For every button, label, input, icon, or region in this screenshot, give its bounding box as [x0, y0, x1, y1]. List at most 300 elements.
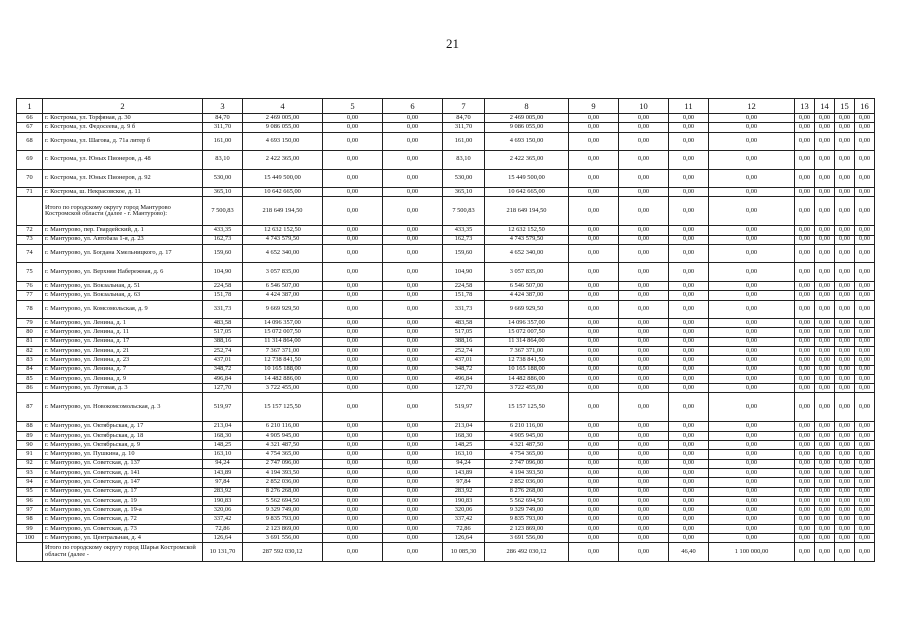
header-cell: 8 [485, 99, 569, 114]
page-number: 21 [446, 36, 459, 51]
value-cell: 4 743 579,50 [243, 235, 323, 244]
value-cell: 0,00 [835, 441, 855, 450]
table-row [17, 441, 875, 450]
value-cell: 0,00 [619, 328, 669, 337]
value-cell: 0,00 [835, 132, 855, 151]
row-number-cell: 76 [17, 281, 43, 290]
value-cell: 0,00 [569, 384, 619, 393]
value-cell: 0,00 [669, 319, 709, 328]
value-cell: 0,00 [383, 431, 443, 440]
row-number-cell: 83 [17, 356, 43, 365]
row-number-cell: 79 [17, 319, 43, 328]
value-cell: 0,00 [383, 450, 443, 459]
value-cell: 0,00 [795, 319, 815, 328]
row-number-cell: 75 [17, 263, 43, 282]
value-cell: 0,00 [835, 337, 855, 346]
value-cell: 0,00 [855, 515, 875, 524]
value-cell: 0,00 [835, 356, 855, 365]
value-cell: 0,00 [795, 291, 815, 300]
value-cell: 0,00 [619, 422, 669, 431]
value-cell: 0,00 [709, 487, 795, 496]
value-cell: 0,00 [815, 169, 835, 188]
value-cell: 2 747 096,00 [243, 459, 323, 468]
value-cell: 4 652 340,00 [485, 244, 569, 263]
value-cell: 0,00 [835, 450, 855, 459]
value-cell: 0,00 [383, 515, 443, 524]
value-cell: 15 157 125,50 [485, 393, 569, 422]
value-cell: 0,00 [619, 356, 669, 365]
value-cell: 163,10 [203, 450, 243, 459]
value-cell: 0,00 [835, 487, 855, 496]
table-row [17, 291, 875, 300]
table-row [17, 374, 875, 383]
value-cell: 252,74 [443, 346, 485, 355]
value-cell: 0,00 [815, 300, 835, 319]
value-cell: 0,00 [669, 244, 709, 263]
value-cell: 388,16 [203, 337, 243, 346]
value-cell: 496,84 [203, 374, 243, 383]
table-row [17, 468, 875, 477]
value-cell: 0,00 [383, 114, 443, 123]
value-cell: 0,00 [815, 188, 835, 197]
table-row [17, 188, 875, 197]
value-cell: 1 100 000,00 [709, 543, 795, 562]
value-cell: 0,00 [569, 328, 619, 337]
value-cell: 348,72 [203, 365, 243, 374]
table-row [17, 393, 875, 422]
value-cell: 0,00 [795, 169, 815, 188]
header-cell: 13 [795, 99, 815, 114]
value-cell: 12 738 841,50 [243, 356, 323, 365]
value-cell: 0,00 [569, 319, 619, 328]
table-body [17, 114, 875, 562]
value-cell: 517,05 [203, 328, 243, 337]
value-cell: 0,00 [855, 281, 875, 290]
value-cell: 0,00 [569, 543, 619, 562]
table-row [17, 431, 875, 440]
value-cell: 0,00 [795, 496, 815, 505]
value-cell: 0,00 [669, 431, 709, 440]
address-cell: г. Мантурово, ул. Ленина, д. 23 [43, 356, 203, 365]
value-cell: 0,00 [569, 123, 619, 132]
value-cell: 0,00 [569, 197, 619, 226]
value-cell: 0,00 [855, 543, 875, 562]
value-cell: 0,00 [383, 319, 443, 328]
table-row [17, 450, 875, 459]
row-number-cell: 74 [17, 244, 43, 263]
value-cell: 7 500,83 [203, 197, 243, 226]
value-cell: 4 194 393,50 [243, 468, 323, 477]
value-cell: 0,00 [855, 300, 875, 319]
value-cell: 0,00 [323, 356, 383, 365]
value-cell: 148,25 [203, 441, 243, 450]
value-cell: 97,84 [443, 478, 485, 487]
value-cell: 433,35 [443, 226, 485, 235]
value-cell: 0,00 [815, 226, 835, 235]
value-cell: 0,00 [383, 300, 443, 319]
header-cell: 11 [669, 99, 709, 114]
value-cell: 0,00 [669, 384, 709, 393]
address-cell: г. Мантурово, ул. Вокзальная, д. 51 [43, 281, 203, 290]
row-number-cell: 81 [17, 337, 43, 346]
value-cell: 72,86 [203, 524, 243, 533]
value-cell: 3 691 556,00 [485, 534, 569, 543]
value-cell: 0,00 [709, 478, 795, 487]
value-cell: 0,00 [569, 114, 619, 123]
value-cell: 0,00 [855, 374, 875, 383]
address-cell: г. Мантурово, ул. Ленина, д. 9 [43, 374, 203, 383]
value-cell: 0,00 [709, 114, 795, 123]
value-cell: 0,00 [815, 132, 835, 151]
value-cell: 0,00 [835, 346, 855, 355]
value-cell: 0,00 [815, 235, 835, 244]
value-cell: 0,00 [709, 188, 795, 197]
row-number-cell: 100 [17, 534, 43, 543]
value-cell: 84,70 [203, 114, 243, 123]
value-cell: 0,00 [815, 365, 835, 374]
value-cell: 0,00 [835, 123, 855, 132]
value-cell: 0,00 [619, 114, 669, 123]
value-cell: 168,30 [443, 431, 485, 440]
value-cell: 0,00 [835, 374, 855, 383]
value-cell: 8 276 268,00 [243, 487, 323, 496]
value-cell: 0,00 [619, 123, 669, 132]
value-cell: 0,00 [669, 422, 709, 431]
address-cell: г. Мантурово, ул. Советская, д. 19 [43, 496, 203, 505]
value-cell: 0,00 [709, 123, 795, 132]
value-cell: 168,30 [203, 431, 243, 440]
value-cell: 0,00 [795, 281, 815, 290]
value-cell: 0,00 [323, 468, 383, 477]
value-cell: 0,00 [835, 393, 855, 422]
value-cell: 0,00 [619, 346, 669, 355]
address-cell: г. Мантурово, ул. Ленина, д. 17 [43, 337, 203, 346]
value-cell: 0,00 [795, 188, 815, 197]
value-cell: 0,00 [709, 328, 795, 337]
value-cell: 0,00 [855, 365, 875, 374]
value-cell: 94,24 [203, 459, 243, 468]
table-row [17, 534, 875, 543]
table-row [17, 346, 875, 355]
value-cell: 0,00 [619, 300, 669, 319]
row-number-cell: 85 [17, 374, 43, 383]
value-cell: 0,00 [569, 346, 619, 355]
address-cell: г. Мантурово, ул. Советская, д. 73 [43, 524, 203, 533]
value-cell: 0,00 [709, 151, 795, 170]
value-cell: 0,00 [815, 524, 835, 533]
row-number-cell: 90 [17, 441, 43, 450]
value-cell: 0,00 [815, 151, 835, 170]
table-row [17, 114, 875, 123]
value-cell: 0,00 [383, 487, 443, 496]
row-number-cell: 69 [17, 151, 43, 170]
value-cell: 0,00 [835, 468, 855, 477]
address-cell: г. Мантурово, ул. Октябрьская, д. 18 [43, 431, 203, 440]
value-cell: 6 546 507,00 [243, 281, 323, 290]
value-cell: 0,00 [795, 346, 815, 355]
value-cell: 283,92 [443, 487, 485, 496]
value-cell: 0,00 [855, 197, 875, 226]
address-cell: г. Мантурово, ул. Советская, д. 141 [43, 468, 203, 477]
value-cell: 0,00 [855, 393, 875, 422]
row-number-cell: 89 [17, 431, 43, 440]
value-cell: 0,00 [383, 188, 443, 197]
value-cell: 4 194 393,50 [485, 468, 569, 477]
value-cell: 9 329 749,00 [485, 506, 569, 515]
value-cell: 224,58 [443, 281, 485, 290]
address-cell: г. Мантурово, ул. Советская, д. 19-а [43, 506, 203, 515]
value-cell: 0,00 [323, 132, 383, 151]
value-cell: 0,00 [855, 337, 875, 346]
value-cell: 0,00 [323, 393, 383, 422]
address-cell: г. Мантурово, ул. Богдана Хмельницкого, д. 17 [43, 244, 203, 263]
address-cell: г. Мантурово, ул. Ленина, д. 1 [43, 319, 203, 328]
value-cell: 0,00 [323, 534, 383, 543]
value-cell: 2 852 036,00 [485, 478, 569, 487]
value-cell: 12 632 152,50 [243, 226, 323, 235]
value-cell: 0,00 [709, 244, 795, 263]
value-cell: 0,00 [669, 365, 709, 374]
table-row [17, 123, 875, 132]
value-cell: 0,00 [323, 346, 383, 355]
value-cell: 0,00 [795, 431, 815, 440]
table-row [17, 226, 875, 235]
value-cell: 5 562 694,50 [485, 496, 569, 505]
address-cell: г. Кострома, ул. Торфяная, д. 30 [43, 114, 203, 123]
row-number-cell: 93 [17, 468, 43, 477]
value-cell: 0,00 [709, 524, 795, 533]
value-cell: 0,00 [709, 374, 795, 383]
address-cell: Итого по городскому округу город Мантурово Костромской области (далее - г. Мантурово): [43, 197, 203, 226]
value-cell: 0,00 [619, 506, 669, 515]
value-cell: 0,00 [795, 468, 815, 477]
header-cell: 12 [709, 99, 795, 114]
value-cell: 0,00 [569, 291, 619, 300]
value-cell: 0,00 [323, 487, 383, 496]
value-cell: 0,00 [569, 506, 619, 515]
row-number-cell: 94 [17, 478, 43, 487]
value-cell: 0,00 [835, 384, 855, 393]
header-cell: 7 [443, 99, 485, 114]
row-number-cell: 92 [17, 459, 43, 468]
value-cell: 0,00 [669, 450, 709, 459]
table-row [17, 151, 875, 170]
value-cell: 0,00 [669, 441, 709, 450]
value-cell: 0,00 [709, 319, 795, 328]
value-cell: 0,00 [669, 188, 709, 197]
value-cell: 0,00 [815, 496, 835, 505]
value-cell: 483,58 [443, 319, 485, 328]
value-cell: 9 086 055,00 [485, 123, 569, 132]
value-cell: 0,00 [709, 235, 795, 244]
value-cell: 0,00 [619, 468, 669, 477]
value-cell: 0,00 [855, 132, 875, 151]
value-cell: 3 722 455,00 [485, 384, 569, 393]
value-cell: 0,00 [569, 431, 619, 440]
address-cell: г. Кострома, ул. Шагова, д. 71а литер б [43, 132, 203, 151]
value-cell: 0,00 [569, 515, 619, 524]
value-cell: 0,00 [795, 328, 815, 337]
value-cell: 496,84 [443, 374, 485, 383]
value-cell: 0,00 [569, 487, 619, 496]
value-cell: 0,00 [855, 169, 875, 188]
value-cell: 0,00 [815, 356, 835, 365]
value-cell: 3 057 835,00 [243, 263, 323, 282]
value-cell: 0,00 [795, 365, 815, 374]
row-number-cell: 96 [17, 496, 43, 505]
header-cell: 10 [619, 99, 669, 114]
value-cell: 0,00 [815, 450, 835, 459]
value-cell: 0,00 [669, 235, 709, 244]
table-row [17, 337, 875, 346]
value-cell: 4 754 365,00 [243, 450, 323, 459]
value-cell: 0,00 [569, 478, 619, 487]
table-row [17, 300, 875, 319]
row-number-cell: 97 [17, 506, 43, 515]
value-cell: 0,00 [323, 515, 383, 524]
value-cell: 0,00 [835, 365, 855, 374]
address-cell: г. Мантурово, ул. Октябрьская, д. 9 [43, 441, 203, 450]
address-cell: г. Мантурово, ул. Пушкина, д. 10 [43, 450, 203, 459]
value-cell: 0,00 [323, 450, 383, 459]
value-cell: 0,00 [815, 114, 835, 123]
row-number-cell: 91 [17, 450, 43, 459]
value-cell: 3 722 455,00 [243, 384, 323, 393]
table-row [17, 235, 875, 244]
value-cell: 530,00 [443, 169, 485, 188]
value-cell: 0,00 [709, 496, 795, 505]
value-cell: 0,00 [815, 543, 835, 562]
value-cell: 0,00 [323, 431, 383, 440]
value-cell: 0,00 [383, 374, 443, 383]
address-cell: г. Мантурово, ул. Комсомольская, д. 9 [43, 300, 203, 319]
value-cell: 0,00 [569, 263, 619, 282]
table-row [17, 169, 875, 188]
value-cell: 2 469 005,00 [485, 114, 569, 123]
value-cell: 0,00 [855, 188, 875, 197]
value-cell: 11 314 864,00 [243, 337, 323, 346]
value-cell: 10 642 665,00 [243, 188, 323, 197]
value-cell: 190,83 [203, 496, 243, 505]
value-cell: 0,00 [569, 151, 619, 170]
value-cell: 12 738 841,50 [485, 356, 569, 365]
value-cell: 0,00 [795, 151, 815, 170]
value-cell: 0,00 [795, 487, 815, 496]
value-cell: 0,00 [323, 459, 383, 468]
value-cell: 0,00 [709, 356, 795, 365]
value-cell: 0,00 [323, 226, 383, 235]
value-cell: 0,00 [569, 281, 619, 290]
row-number-cell: 66 [17, 114, 43, 123]
value-cell: 0,00 [815, 441, 835, 450]
address-cell: г. Мантурово, ул. Советская, д. 137 [43, 459, 203, 468]
value-cell: 0,00 [815, 384, 835, 393]
value-cell: 0,00 [619, 197, 669, 226]
value-cell: 0,00 [795, 393, 815, 422]
value-cell: 0,00 [709, 263, 795, 282]
value-cell: 0,00 [835, 319, 855, 328]
value-cell: 0,00 [323, 291, 383, 300]
value-cell: 4 321 487,50 [243, 441, 323, 450]
value-cell: 0,00 [709, 441, 795, 450]
row-number-cell: 80 [17, 328, 43, 337]
value-cell: 530,00 [203, 169, 243, 188]
value-cell: 0,00 [835, 263, 855, 282]
value-cell: 10 642 665,00 [485, 188, 569, 197]
value-cell: 15 072 007,50 [243, 328, 323, 337]
value-cell: 0,00 [795, 478, 815, 487]
value-cell: 143,89 [203, 468, 243, 477]
table-row [17, 459, 875, 468]
value-cell: 14 096 357,00 [485, 319, 569, 328]
value-cell: 437,01 [443, 356, 485, 365]
value-cell: 2 422 365,00 [485, 151, 569, 170]
value-cell: 0,00 [815, 337, 835, 346]
table-row [17, 524, 875, 533]
header-cell: 15 [835, 99, 855, 114]
value-cell: 12 632 152,50 [485, 226, 569, 235]
value-cell: 0,00 [619, 244, 669, 263]
value-cell: 159,60 [443, 244, 485, 263]
address-cell: г. Мантурово, ул. Советская, д. 147 [43, 478, 203, 487]
value-cell: 0,00 [669, 300, 709, 319]
value-cell: 0,00 [619, 169, 669, 188]
value-cell: 0,00 [323, 151, 383, 170]
value-cell: 9 835 793,00 [485, 515, 569, 524]
value-cell: 11 314 864,00 [485, 337, 569, 346]
value-cell: 9 669 929,50 [485, 300, 569, 319]
value-cell: 104,90 [443, 263, 485, 282]
value-cell: 0,00 [795, 235, 815, 244]
value-cell: 14 096 357,00 [243, 319, 323, 328]
address-cell: г. Мантурово, ул. Автобаза 1-я, д. 23 [43, 235, 203, 244]
value-cell: 163,10 [443, 450, 485, 459]
value-cell: 4 743 579,50 [485, 235, 569, 244]
value-cell: 0,00 [795, 450, 815, 459]
value-cell: 10 165 188,00 [243, 365, 323, 374]
value-cell: 10 165 188,00 [485, 365, 569, 374]
value-cell: 0,00 [383, 226, 443, 235]
value-cell: 104,90 [203, 263, 243, 282]
value-cell: 0,00 [323, 188, 383, 197]
value-cell: 7 367 371,00 [485, 346, 569, 355]
value-cell: 0,00 [835, 151, 855, 170]
table-row [17, 132, 875, 151]
value-cell: 311,70 [443, 123, 485, 132]
value-cell: 0,00 [569, 524, 619, 533]
value-cell: 0,00 [855, 496, 875, 505]
address-cell: г. Мантурово, ул. Октябрьская, д. 17 [43, 422, 203, 431]
value-cell: 0,00 [323, 441, 383, 450]
value-cell: 14 482 886,00 [485, 374, 569, 383]
value-cell: 0,00 [619, 291, 669, 300]
value-cell: 126,64 [443, 534, 485, 543]
value-cell: 0,00 [383, 459, 443, 468]
value-cell: 0,00 [383, 478, 443, 487]
value-cell: 0,00 [619, 337, 669, 346]
value-cell: 0,00 [383, 534, 443, 543]
value-cell: 162,73 [443, 235, 485, 244]
value-cell: 0,00 [323, 543, 383, 562]
value-cell: 0,00 [383, 197, 443, 226]
value-cell: 0,00 [835, 197, 855, 226]
value-cell: 0,00 [709, 459, 795, 468]
value-cell: 0,00 [835, 478, 855, 487]
value-cell: 0,00 [569, 132, 619, 151]
value-cell: 0,00 [323, 169, 383, 188]
value-cell: 0,00 [383, 337, 443, 346]
row-number-cell: 87 [17, 393, 43, 422]
